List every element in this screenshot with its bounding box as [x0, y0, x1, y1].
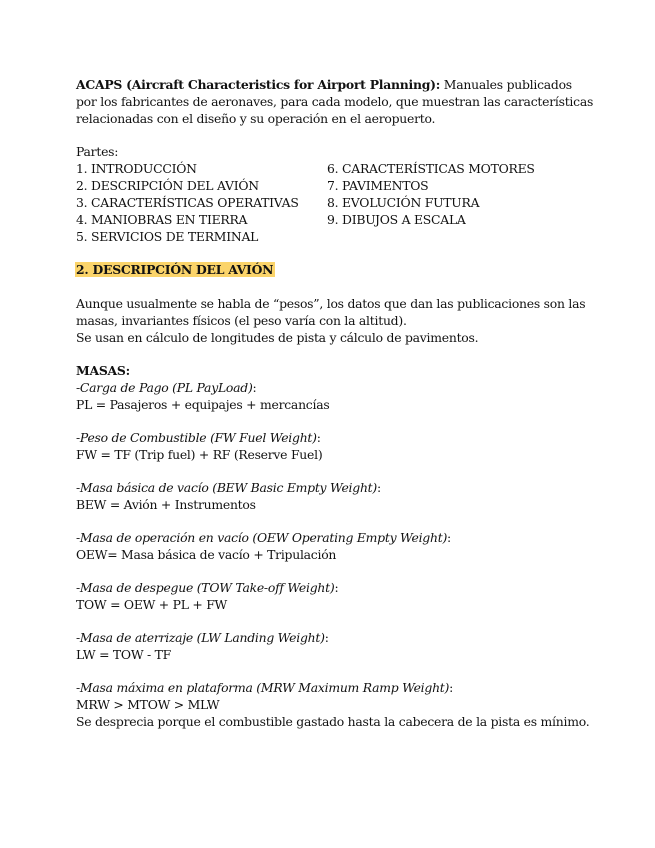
mass-label-colon: : [252, 380, 257, 395]
section-heading-text: 2. DESCRIPCIÓN DEL AVIÓN [76, 262, 274, 277]
mass-formula-payload: PL = Pasajeros + equipajes + mercancías [76, 397, 330, 412]
mass-formula-oew: OEW= Masa básica de vacío + Tripulación [76, 547, 337, 562]
intro-line-2: por los fabricantes de aeronaves, para cada modelo, que muestran las características [76, 94, 594, 109]
section-para-line-2: masas, invariantes físicos (el peso varía con la altitud). [76, 313, 407, 328]
section-para-line-1: Aunque usualmente se habla de “pesos”, los datos que dan las publicaciones son las [76, 296, 586, 311]
mass-label-lw-text: -Masa de aterrizaje (LW Landing Weight) [76, 630, 325, 645]
parts-item-6: 6. CARACTERÍSTICAS MOTORES [327, 161, 535, 176]
mass-label-payload-text: -Carga de Pago (PL PayLoad) [76, 380, 253, 395]
mass-label-colon: : [447, 530, 451, 545]
intro-title: ACAPS (Aircraft Characteristics for Airport Planning) [76, 77, 436, 92]
parts-item-9: 9. DIBUJOS A ESCALA [327, 212, 466, 227]
intro-line-1 [76, 76, 572, 93]
mass-formula-fuel: FW = TF (Trip fuel) + RF (Reserve Fuel) [76, 447, 323, 462]
mass-note: Se desprecia porque el combustible gastado hasta la cabecera de la pista es mínimo. [76, 714, 590, 729]
mass-label-tow-text: -Masa de despegue (TOW Take-off Weight) [76, 580, 335, 595]
mass-formula-mrw: MRW > MTOW > MLW [76, 697, 220, 712]
parts-item-7: 7. PAVIMENTOS [327, 178, 429, 193]
mass-formula-tow: TOW = OEW + PL + FW [76, 597, 228, 612]
parts-item-5: 5. SERVICIOS DE TERMINAL [76, 229, 259, 244]
parts-label: Partes: [76, 144, 119, 159]
parts-item-1: 1. INTRODUCCIÓN [76, 161, 197, 176]
mass-label-tow [76, 579, 338, 596]
mass-label-fuel [76, 429, 321, 446]
mass-label-colon: : [334, 580, 339, 595]
section-para-line-3: Se usan en cálculo de longitudes de pista y cálculo de pavimentos. [76, 330, 479, 345]
mass-label-colon: : [324, 630, 329, 645]
parts-item-3: 3. CARACTERÍSTICAS OPERATIVAS [76, 195, 299, 210]
parts-item-8: 8. EVOLUCIÓN FUTURA [327, 195, 480, 210]
parts-item-2: 2. DESCRIPCIÓN DEL AVIÓN [76, 178, 259, 193]
mass-label-oew-text: -Masa de operación en vacío (OEW Operating Empty Weight) [76, 530, 448, 545]
mass-label-lw [76, 629, 329, 646]
mass-label-colon: : [376, 480, 381, 495]
mass-label-fuel-text: -Peso de Combustible (FW Fuel Weight) [76, 430, 317, 445]
mass-label-oew [76, 529, 451, 546]
intro-title-colon: : [435, 77, 441, 92]
mass-label-mrw-text: -Masa máxima en plataforma (MRW Maximum Ramp Weight) [76, 680, 450, 695]
masas-heading: MASAS: [76, 363, 130, 378]
intro-line-3: relacionadas con el diseño y su operación en el aeropuerto. [76, 111, 436, 126]
mass-label-bew [76, 479, 381, 496]
mass-label-colon: : [449, 680, 454, 695]
mass-formula-bew: BEW = Avión + Instrumentos [76, 497, 256, 512]
mass-label-colon: : [316, 430, 321, 445]
parts-item-4: 4. MANIOBRAS EN TIERRA [76, 212, 248, 227]
mass-label-payload [76, 379, 256, 396]
intro-text: Manuales publicados [440, 77, 572, 92]
section-heading [75, 261, 275, 278]
mass-label-mrw [76, 679, 453, 696]
mass-label-bew-text: -Masa básica de vacío (BEW Basic Empty Weight) [76, 480, 377, 495]
mass-formula-lw: LW = TOW - TF [76, 647, 171, 662]
